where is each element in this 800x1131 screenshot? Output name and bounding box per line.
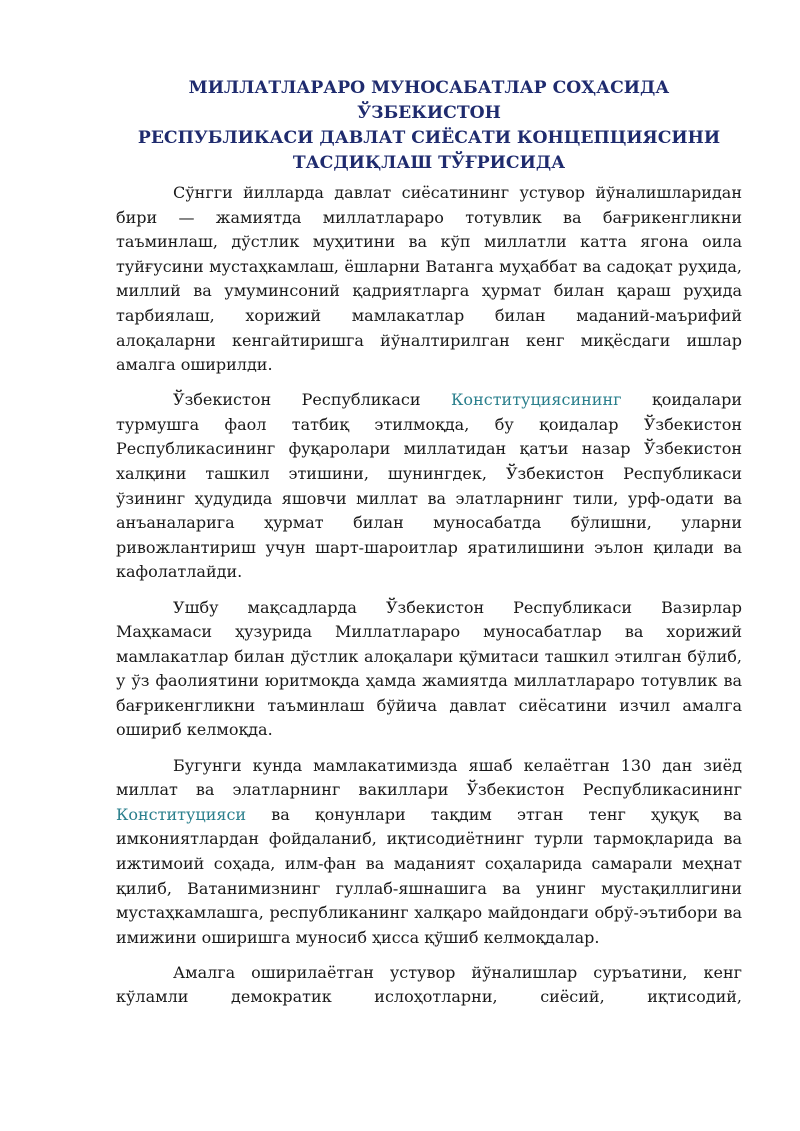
- paragraph-2-text-before: Ўзбекистон Республикаси: [173, 390, 452, 410]
- title-line-1: МИЛЛАТЛАРАРО МУНОСАБАТЛАР СОҲАСИДА ЎЗБЕКИСТОН: [188, 78, 670, 123]
- paragraph-4-text-before: Бугунги кунда мамлакатимизда яшаб келаётган 130 дан зиёд миллат ва элатларнинг вакиллари Ўзбекистон Республикасининг: [116, 755, 742, 800]
- title-line-2: РЕСПУБЛИКАСИ ДАВЛАТ СИЁСАТИ КОНЦЕПЦИЯСИНИ: [137, 128, 721, 148]
- paragraph-2: [116, 388, 742, 585]
- paragraph-2-text-after: қоидалари турмушга фаол татбиқ этилмоқда, бу қоидалар Ўзбекистон Республикасининг фуқаролари миллатидан қатъи назар Ўзбекистон халқини ташкил этишини, шунингдек, Ўзбекистон Республикаси ўзининг ҳудудида яшовчи миллат ва элатларнинг тили, урф-одати ва анъаналарига ҳурмат билан муносабатда бўлишни, уларни ривожлантириш учун шарт-шароитлар яратилишини эълон қилади ва кафолатлайди.: [116, 390, 742, 582]
- document-title: [116, 76, 742, 176]
- constitution-link-2[interactable]: Конституцияси: [116, 804, 247, 824]
- title-line-3: ТАСДИҚЛАШ ТЎҒРИСИДА: [292, 153, 566, 173]
- document-page: [116, 76, 742, 1021]
- paragraph-4: [116, 754, 742, 951]
- paragraph-5: Амалга оширилаётган устувор йўналишлар суръатини, кенг кўламли демократик ислоҳотларни, сиёсий, иқтисодий,: [116, 962, 742, 1007]
- constitution-link[interactable]: Конституциясининг: [451, 390, 622, 410]
- paragraph-3: Ушбу мақсадларда Ўзбекистон Республикаси Вазирлар Маҳкамаси ҳузурида Миллатлараро муносабатлар ва хорижий мамлакатлар билан дўстлик алоқалари қўмитаси ташкил этилган бўлиб, у ўз фаолиятини юритмоқда ҳамда жамиятда миллатлараро тотувлик ва бағрикенгликни таъминлаш бўйича давлат сиёсатини изчил амалга ошириб келмоқда.: [116, 597, 742, 740]
- paragraph-1: Сўнгги йилларда давлат сиёсатининг устувор йўналишларидан бири — жамиятда миллатлараро тотувлик ва бағрикенгликни таъминлаш, дўстлик муҳитини ва кўп миллатли катта ягона оила туйғусини мустаҳкамлаш, ёшларни Ватанга муҳаббат ва садоқат руҳида, миллий ва умуминсоний қадриятларга ҳурмат билан қараш руҳида тарбиялаш, хорижий мамлакатлар билан маданий-маърифий алоқаларни кенгайтиришга йўналтирилган кенг миқёсдаги ишлар амалга оширилди.: [116, 183, 742, 375]
- paragraph-4-text-after: ва қонунлари тақдим этган тенг ҳуқуқ ва имкониятлардан фойдаланиб, иқтисодиётнинг турли тармоқларида ва ижтимоий соҳада, илм-фан ва маданият соҳаларида самарали меҳнат қилиб, Ватанимизнинг гуллаб-яшнашига ва унинг мустақиллигини мустаҳкамлашга, республиканинг халқаро майдондаги обрў-эътибори ва имижини оширишга муносиб ҳисса қўшиб келмоқдалар.: [116, 804, 742, 947]
